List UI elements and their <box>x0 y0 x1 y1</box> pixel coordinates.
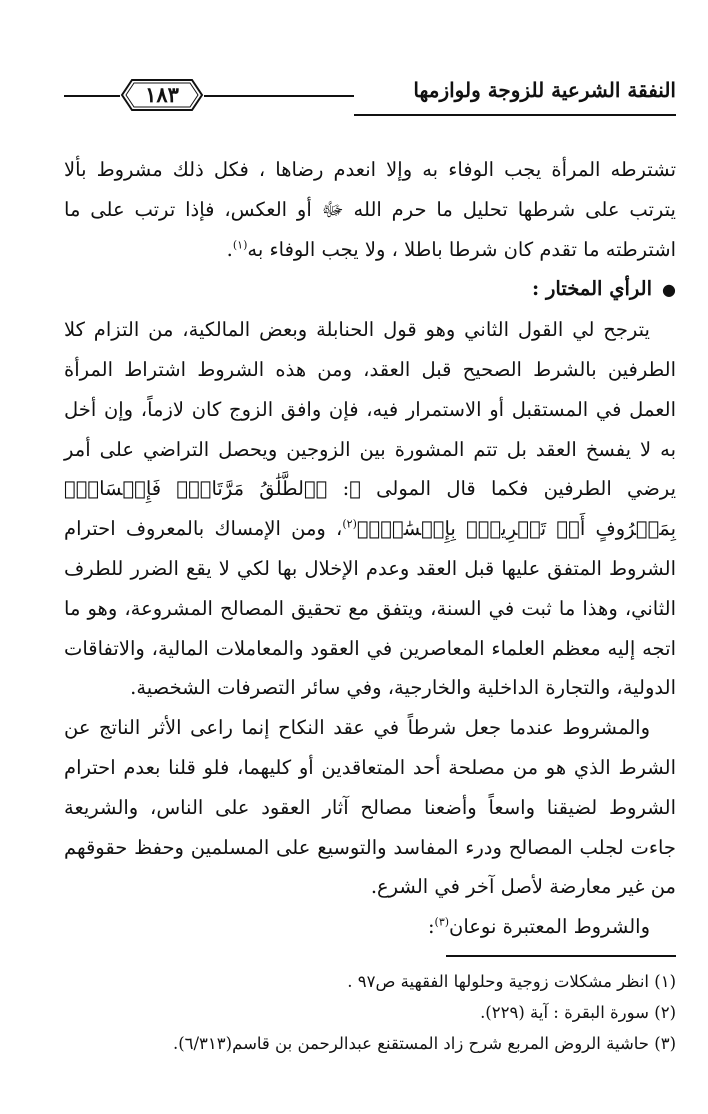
paragraph-text: والشروط المعتبرة نوعان <box>449 915 650 939</box>
footnote-2: (٢) سورة البقرة : آية (٢٢٩). <box>480 1003 676 1022</box>
paragraph-end: : <box>427 915 435 939</box>
footnotes <box>64 966 676 1059</box>
paragraph-text: يترجح لي القول الثاني وهو قول الحنابلة وبعض المالكية، من التزام كلا الطرفين بالشرط الصحيح قبل العقد، ومن هذه الشروط اشتراط المرأة العمل في المستقبل أو الاستمرار فيه، فإن وافق الزوج كان لازماً، وإن أخل به لا يفسخ العقد بل تتم المشورة بين الزوجين ويحصل التراضي على أمر يرضي الطرفين فكما قال المولى ﷻ: ﴿ٱلطَّلَٰقُ مَرَّتَانِۖ فَإِمۡسَاكُۢ بِمَعۡرُوفٍ أَوۡ تَسۡرِيحُۢ بِإِحۡسَٰنٖۗ﴾ <box>64 318 676 541</box>
footnote-ref: (٣) <box>434 915 450 929</box>
paragraph-conditions: والمشروط عندما جعل شرطاً في عقد النكاح إنما راعى الأثر الناتج عن الشرط الذي هو من مصلحة أحد المتعاقدين أو كليهما، فلو قلنا بعدم احترام الشروط لضيقنا واسعاً وأضعنا مصالح آثار العقود على الناس، والشريعة جاءت لجلب المصالح ودرء المفاسد والتوسيع على المسلمين وحفظ حقوقهم من غير معارضة لأصل آخر في الشرع. <box>64 716 676 899</box>
main-text <box>64 150 676 947</box>
page-number: ١٨٣ <box>145 82 179 107</box>
footnote-ref: (١) <box>232 238 248 252</box>
footnote-1: (١) انظر مشكلات زوجية وحلولها الفقهية ص٩٧ . <box>347 972 676 991</box>
footnote-separator <box>446 955 676 957</box>
paragraph-types <box>64 907 676 947</box>
header-underline <box>354 114 676 116</box>
footnote-3: (٣) حاشية الروض المربع شرح زاد المستقنع عبدالرحمن بن قاسم(٦/٣١٣). <box>172 1034 676 1053</box>
running-title: النفقة الشرعية للزوجة ولوازمها <box>413 78 676 102</box>
page-header <box>64 78 676 118</box>
paragraph-text: ، ومن الإمساك بالمعروف احترام الشروط المتفق عليها قبل العقد وعدم الإخلال بها لكي لا يقع الضرر للطرف الثاني، وهذا ما ثبت في السنة، ويتفق مع تحقيق المصالح المشروعة، وهو ما اتجه إليه معظم العلماء المعاصرين في العقود والمعاملات المالية، والاتفاقات الدولية، والتجارة الداخلية والخارجية، وفي سائر التصرفات الشخصية. <box>64 517 676 700</box>
paragraph-text: تشترطه المرأة يجب الوفاء به وإلا انعدم رضاها ، فكل ذلك مشروط بألا يترتب على شرطها تحليل ما حرم الله ﷻ أو العكس، فإذا ترتب على ما اشترطته ما تقدم كان شرطا باطلا ، ولا يجب الوفاء به <box>64 158 676 261</box>
header-rule-left <box>64 95 120 97</box>
paragraph-end: . <box>226 237 233 261</box>
bullet-icon: ● <box>662 280 676 300</box>
footnote-ref: (٢) <box>342 517 357 531</box>
paragraph-opinion <box>64 310 676 708</box>
page-number-badge <box>120 78 204 112</box>
section-heading <box>64 269 676 310</box>
paragraph-continuation <box>64 150 676 269</box>
section-heading-text: الرأي المختار : <box>531 277 653 301</box>
header-rule-right <box>204 95 354 97</box>
